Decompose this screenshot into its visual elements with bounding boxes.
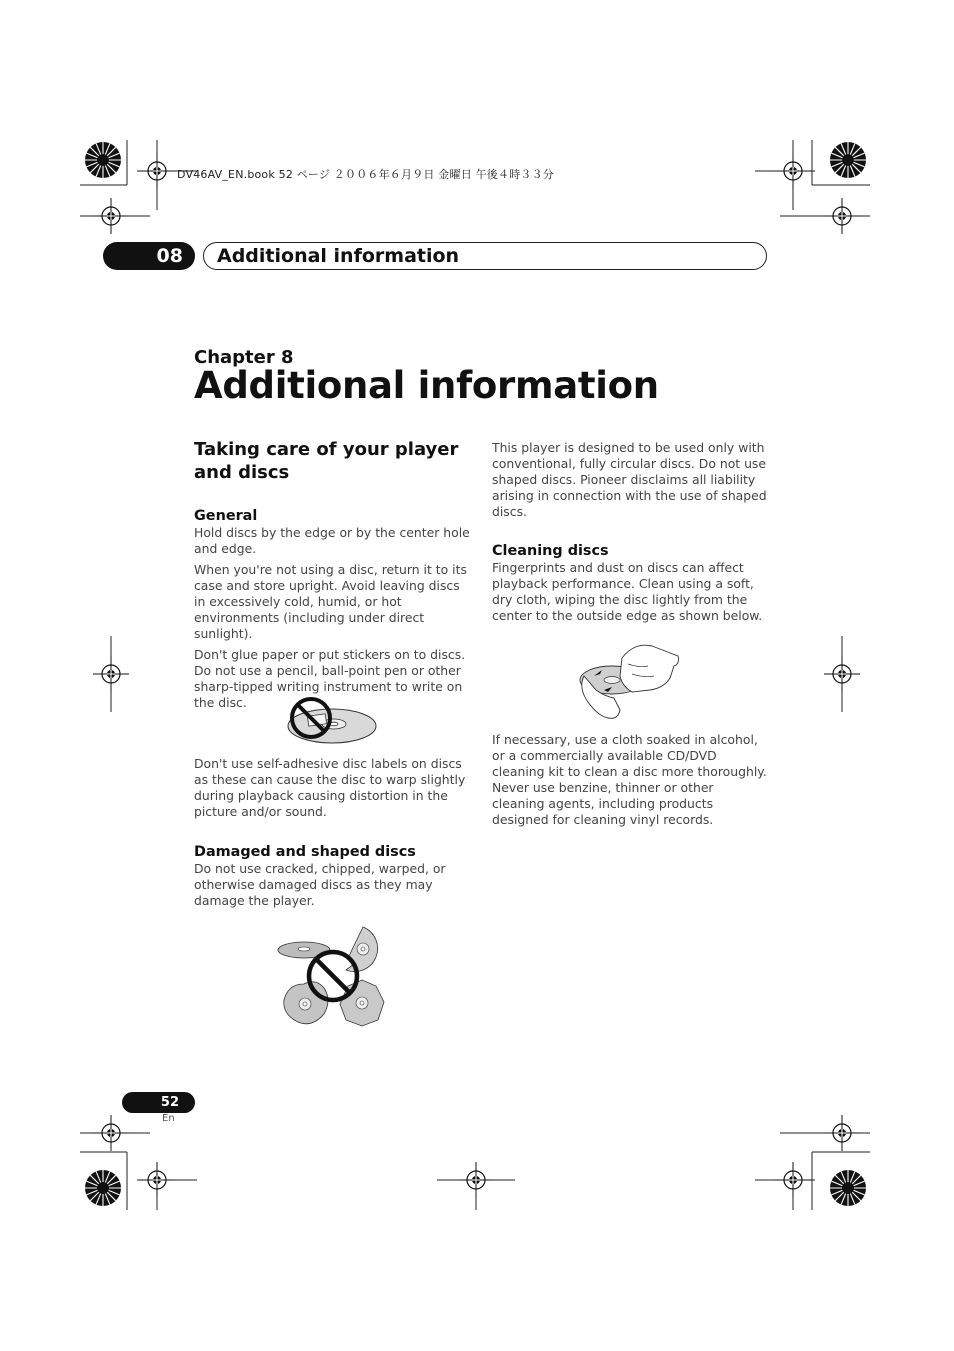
page-number: 52	[122, 1092, 195, 1113]
right-column	[492, 440, 768, 629]
damaged-discs-illustration	[276, 922, 388, 1030]
paragraph: Don't glue paper or put stickers on to discs. Do not use a pencil, ball-point pen or other sharp-tipped writing instrument to write on the disc.	[194, 647, 466, 710]
paragraph: Do not use cracked, chipped, warped, or otherwise damaged discs as they may damage the player.	[194, 861, 446, 908]
print-header: DV46AV_EN.book 52 ページ ２００６年６月９日 金曜日 午後４時３３分	[177, 168, 554, 181]
cleaning-disc-illustration	[574, 640, 684, 724]
paragraph: When you're not using a disc, return it to its case and store upright. Avoid leaving discs in excessively cold, humid, or hot environments (including under direct sunlight).	[194, 562, 467, 641]
section-heading: Taking care of your player and discs	[194, 439, 459, 483]
paragraph: Hold discs by the edge or by the center hole and edge.	[194, 525, 470, 556]
section-title-bar: Additional information	[203, 242, 767, 270]
no-sticker-disc-illustration	[282, 690, 382, 750]
cleaning-extra	[492, 732, 768, 833]
left-column	[194, 438, 470, 716]
cleaning-discs-heading: Cleaning discs	[492, 543, 609, 559]
paragraph: Fingerprints and dust on discs can affect playback performance. Clean using a soft, dry cloth, wiping the disc lightly from the center to the outside edge as shown below.	[492, 560, 763, 623]
page-language: En	[162, 1113, 175, 1124]
page-title: Additional information	[194, 364, 659, 407]
paragraph: This player is designed to be used only with conventional, fully circular discs. Do not use shaped discs. Pioneer disclaims all liability arising in connection with the use of shaped discs.	[492, 440, 767, 519]
chapter-label: Chapter 8	[194, 347, 294, 368]
sticker-warning	[194, 756, 470, 914]
chapter-number-badge: 08	[103, 242, 195, 270]
paragraph: If necessary, use a cloth soaked in alcohol, or a commercially available CD/DVD cleaning kit to clean a disc more thoroughly. Never use benzine, thinner or other cleaning agents, including products designed for cleaning vinyl records.	[492, 732, 767, 827]
general-heading: General	[194, 508, 258, 524]
damaged-discs-heading: Damaged and shaped discs	[194, 844, 416, 860]
paragraph: Don't use self-adhesive disc labels on discs as these can cause the disc to warp slightly during playback causing distortion in the picture and/or sound.	[194, 756, 466, 819]
